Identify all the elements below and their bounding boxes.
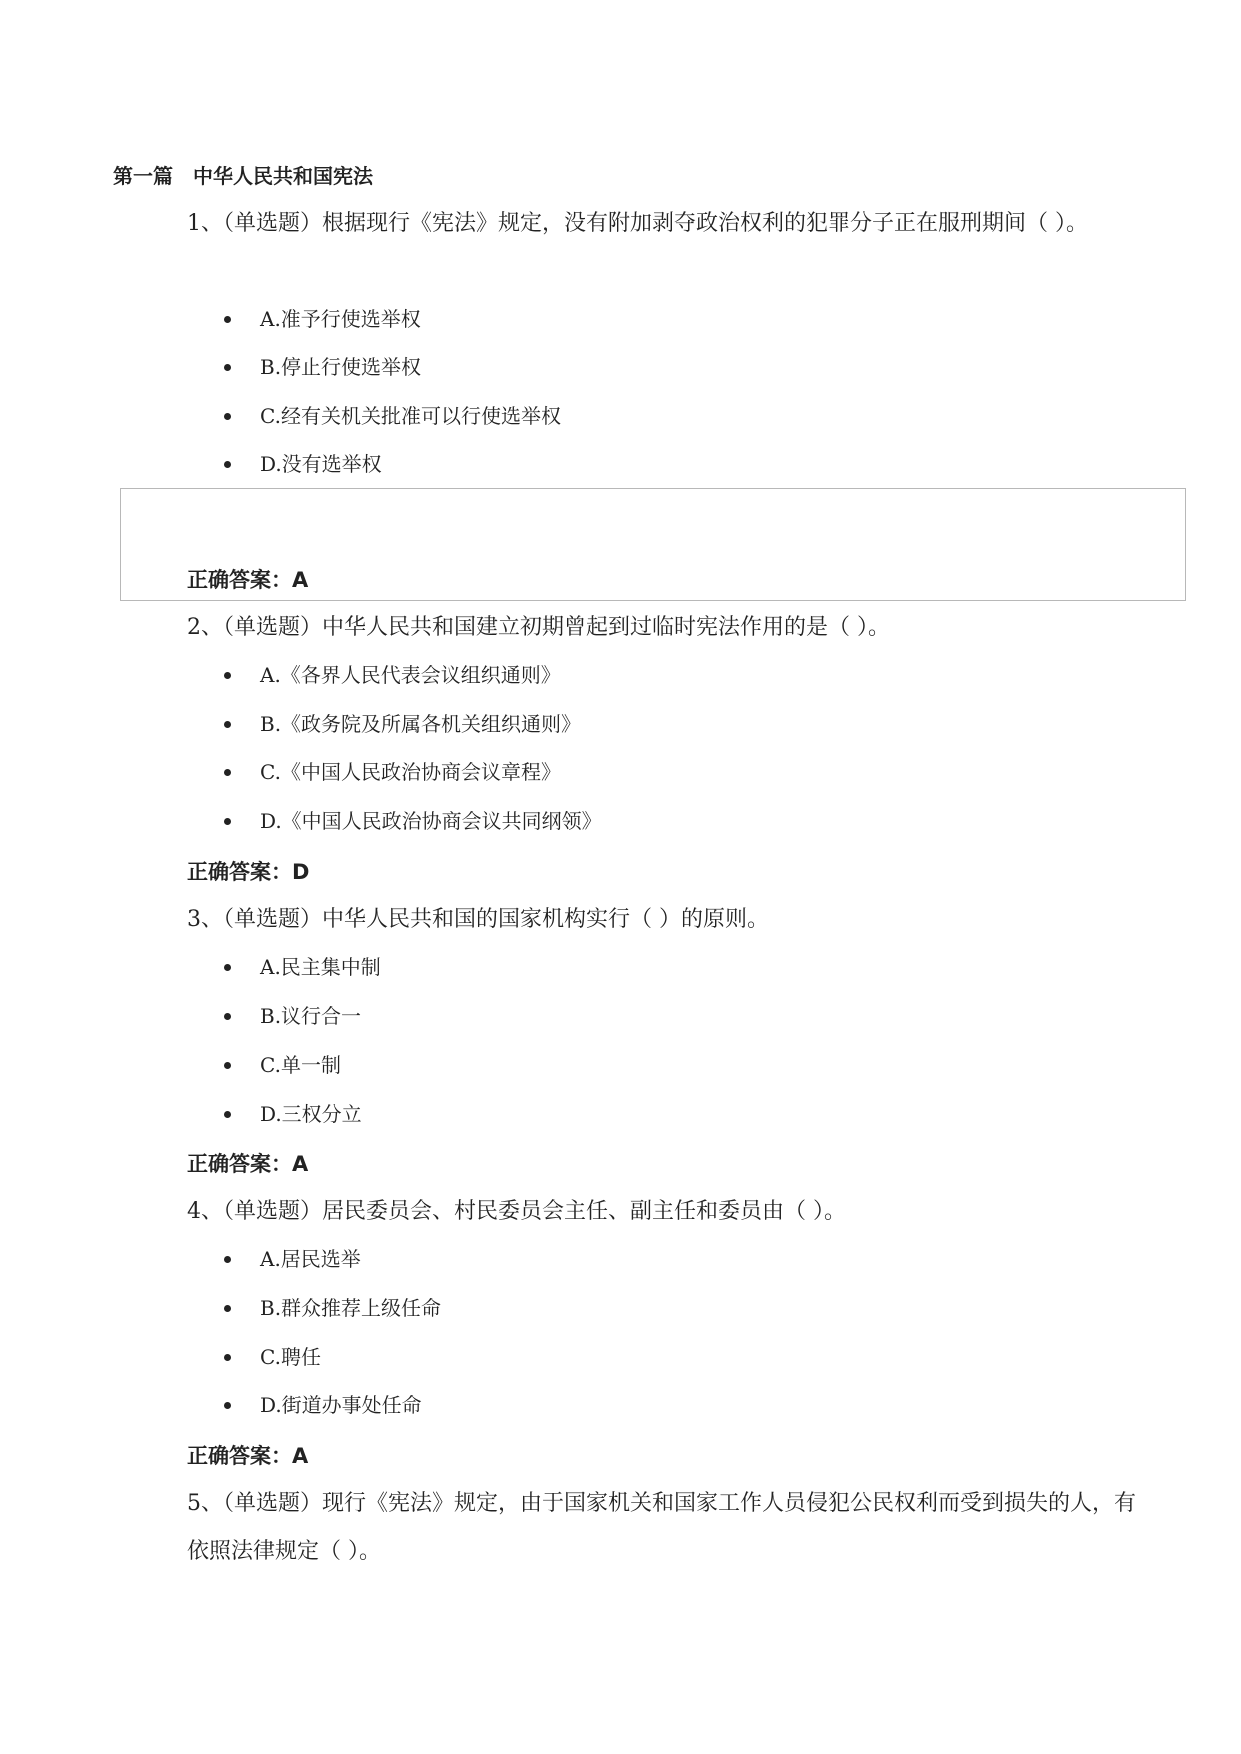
question-1: 1、（单选题）根据现行《宪法》规定，没有附加剥夺政治权利的犯罪分子正在服刑期间（ ）。 bbox=[187, 211, 1088, 236]
q4-answer: 正确答案：A bbox=[187, 1444, 309, 1468]
q1-option-a-bullet bbox=[224, 316, 231, 323]
q1-option-c: C.经有关机关批准可以行使选举权 bbox=[260, 404, 561, 428]
q2-option-a-bullet bbox=[224, 672, 231, 679]
q4-option-c: C.聘任 bbox=[260, 1345, 321, 1369]
question-4: 4、（单选题）居民委员会、村民委员会主任、副主任和委员由（ ）。 bbox=[187, 1199, 846, 1224]
q1-option-d-bullet bbox=[224, 461, 231, 468]
q3-option-d-bullet bbox=[224, 1111, 231, 1118]
q4-option-a-bullet bbox=[224, 1256, 231, 1263]
q3-option-a: A.民主集中制 bbox=[260, 955, 381, 979]
q4-option-b: B.群众推荐上级任命 bbox=[260, 1296, 442, 1320]
q4-option-a: A.居民选举 bbox=[260, 1247, 361, 1271]
q3-option-b: B.议行合一 bbox=[260, 1004, 362, 1028]
q2-option-a: A.《各界人民代表会议组织通则》 bbox=[260, 663, 561, 687]
q4-option-c-bullet bbox=[224, 1354, 231, 1361]
q4-option-d: D.街道办事处任命 bbox=[260, 1393, 422, 1417]
section-title: 第一篇 中华人民共和国宪法 bbox=[113, 164, 373, 188]
question-5: 5、（单选题）现行《宪法》规定，由于国家机关和国家工作人员侵犯公民权利而受到损失的人，有依照法律规定（ ）。 bbox=[187, 1491, 1137, 1564]
q4-option-b-bullet bbox=[224, 1305, 231, 1312]
q4-option-d-bullet bbox=[224, 1402, 231, 1409]
q1-option-a: A.准予行使选举权 bbox=[260, 307, 421, 331]
q2-option-b-bullet bbox=[224, 721, 231, 728]
q1-option-c-bullet bbox=[224, 413, 231, 420]
q3-option-d: D.三权分立 bbox=[260, 1102, 362, 1126]
q2-option-b: B.《政务院及所属各机关组织通则》 bbox=[260, 712, 582, 736]
q1-option-b-bullet bbox=[224, 364, 231, 371]
q1-answer: 正确答案：A bbox=[187, 568, 309, 592]
q2-answer: 正确答案：D bbox=[187, 860, 310, 884]
q3-option-c-bullet bbox=[224, 1062, 231, 1069]
question-2: 2、（单选题）中华人民共和国建立初期曾起到过临时宪法作用的是（ ）。 bbox=[187, 615, 890, 640]
q1-option-b: B.停止行使选举权 bbox=[260, 355, 422, 379]
q2-option-d: D.《中国人民政治协商会议共同纲领》 bbox=[260, 809, 602, 833]
q2-option-c: C.《中国人民政治协商会议章程》 bbox=[260, 760, 561, 784]
q2-option-d-bullet bbox=[224, 818, 231, 825]
question-3: 3、（单选题）中华人民共和国的国家机构实行（ ）的原则。 bbox=[187, 907, 769, 932]
q3-answer: 正确答案：A bbox=[187, 1152, 309, 1176]
q3-option-b-bullet bbox=[224, 1013, 231, 1020]
q2-option-c-bullet bbox=[224, 769, 231, 776]
q3-option-a-bullet bbox=[224, 964, 231, 971]
q3-option-c: C.单一制 bbox=[260, 1053, 341, 1077]
q1-option-d: D.没有选举权 bbox=[260, 452, 382, 476]
